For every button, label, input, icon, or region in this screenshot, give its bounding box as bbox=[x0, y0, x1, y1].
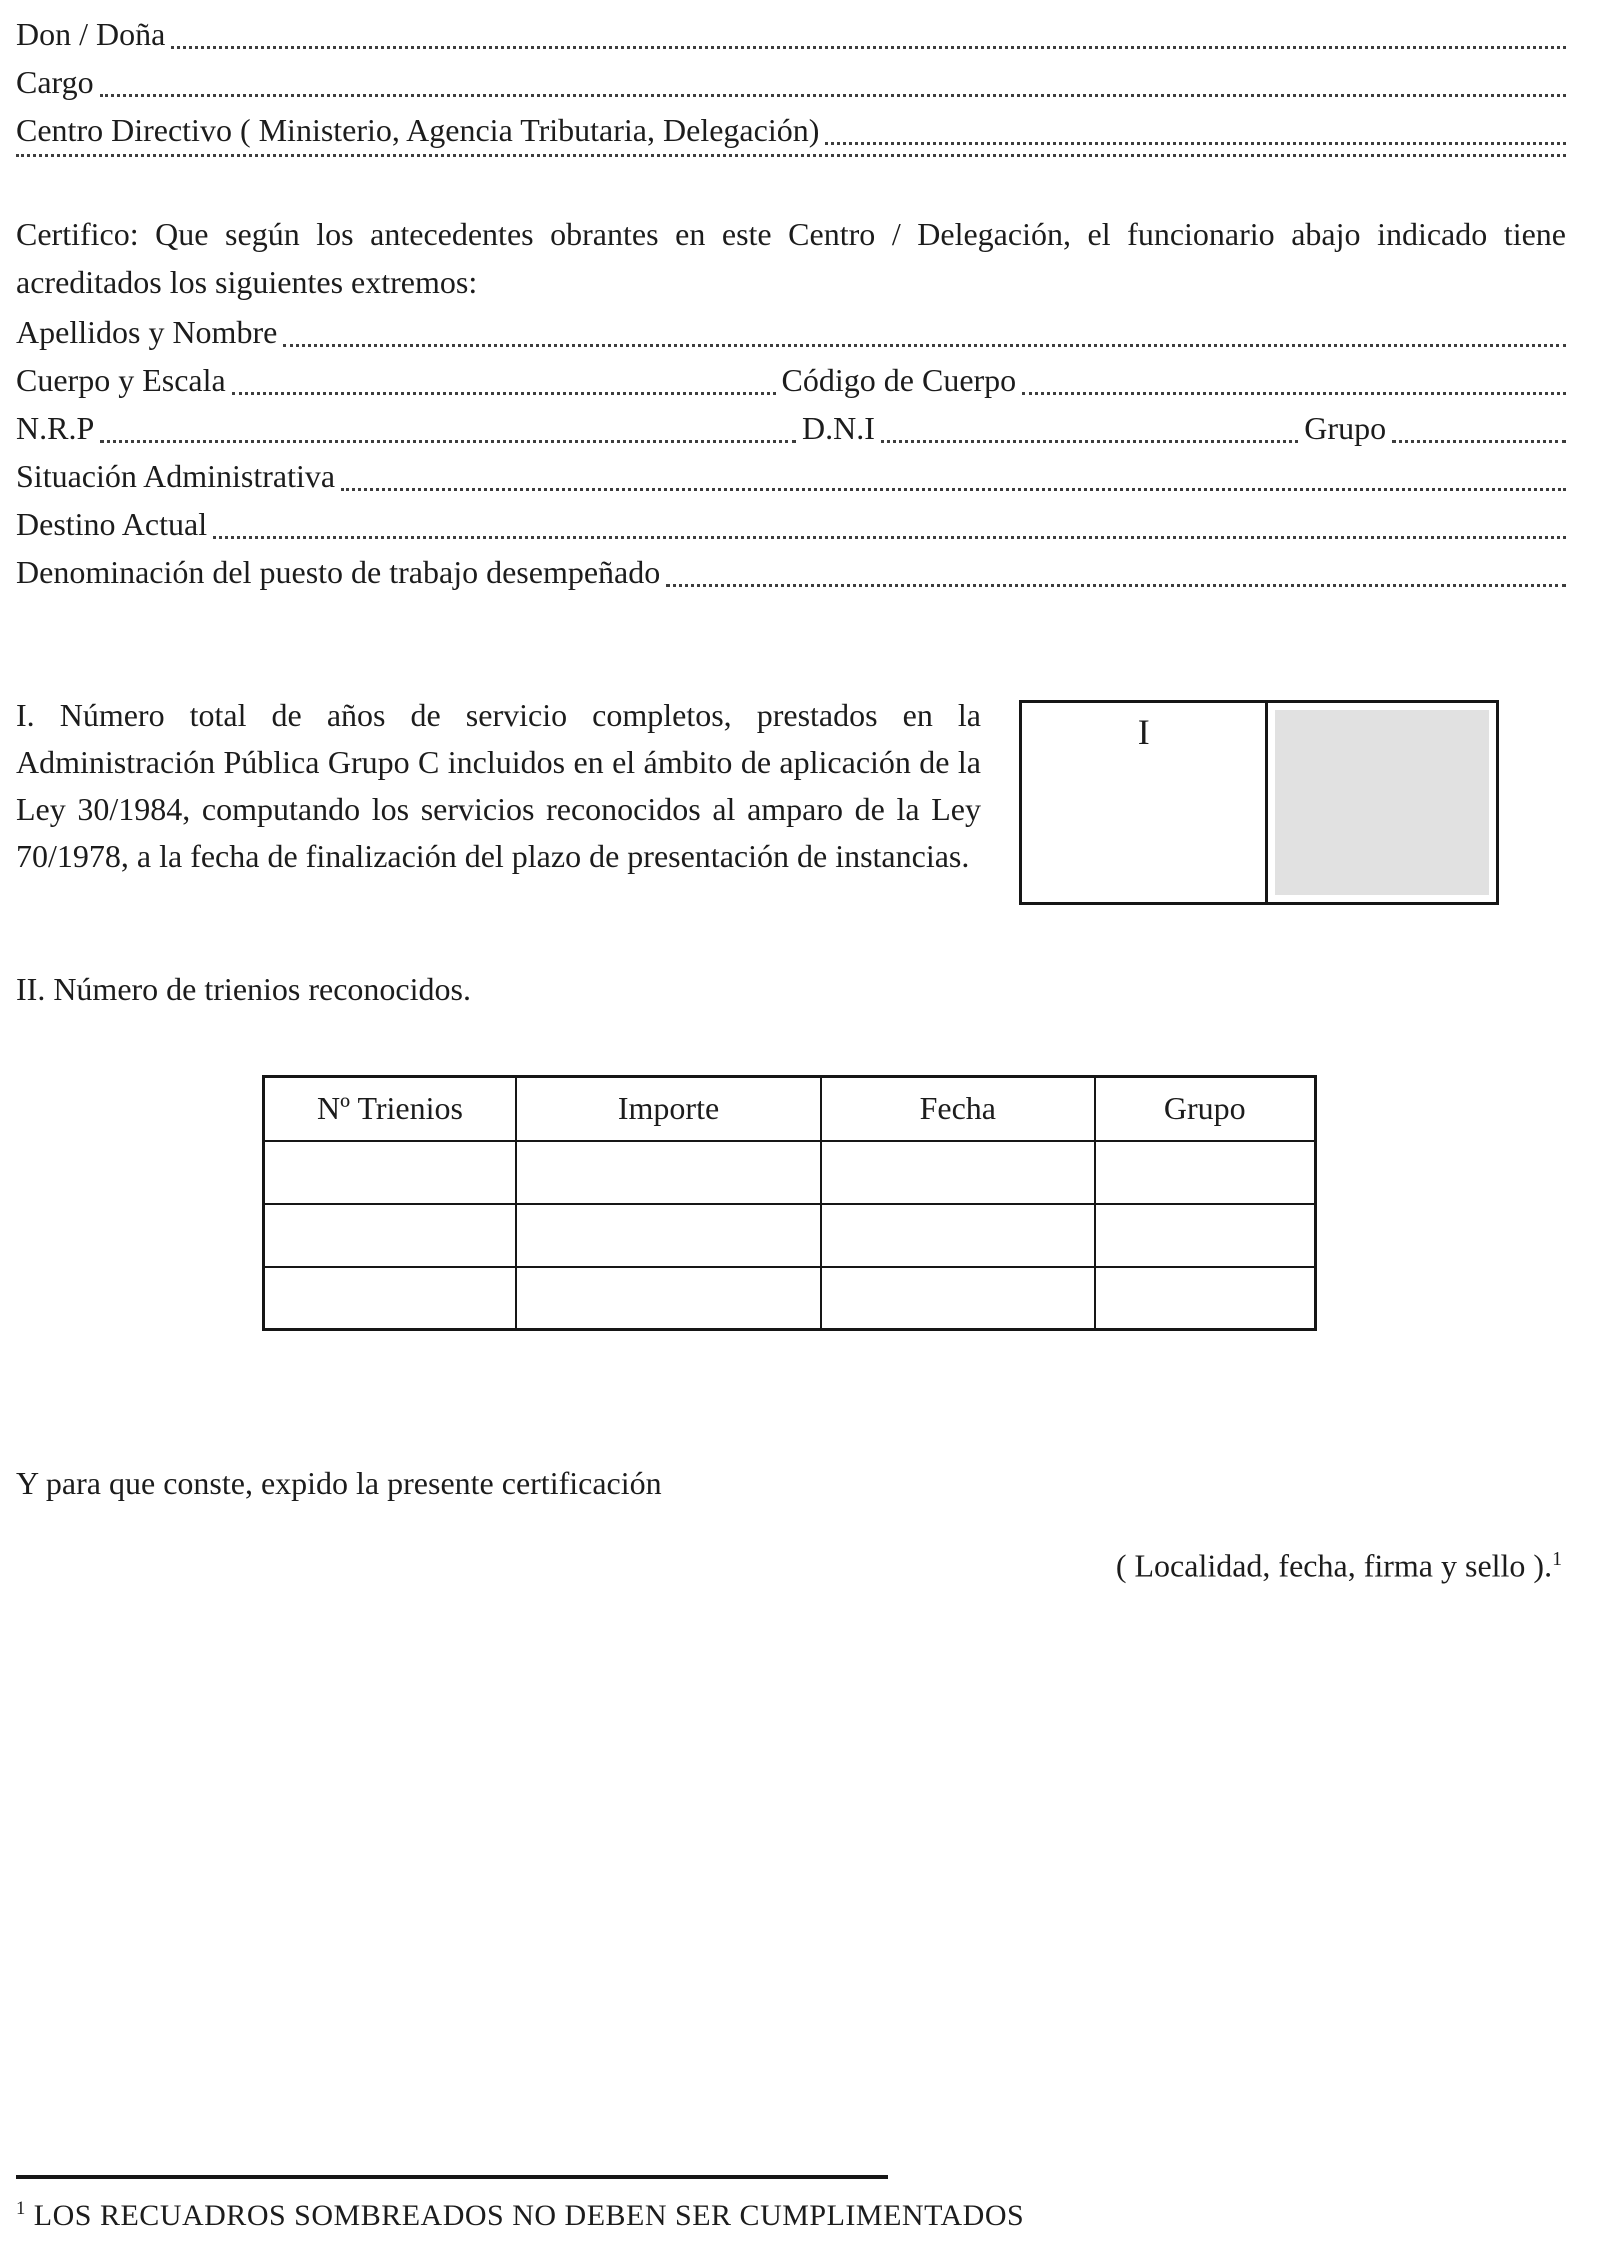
dotted-line bbox=[16, 154, 1566, 157]
table-cell bbox=[264, 1267, 516, 1330]
field-label: D.N.I bbox=[801, 410, 875, 446]
dotted-line bbox=[825, 142, 1566, 145]
field-label: Denominación del puesto de trabajo desempeñado bbox=[16, 554, 661, 590]
signature-line bbox=[16, 1535, 1566, 1590]
table-cell bbox=[516, 1204, 821, 1267]
field-label: Grupo bbox=[1304, 410, 1387, 446]
field-label: Destino Actual bbox=[16, 506, 208, 542]
trienios-table bbox=[262, 1075, 1317, 1331]
table-header-fecha: Fecha bbox=[821, 1077, 1095, 1141]
field-row-centro-directivo bbox=[16, 106, 1566, 154]
table-header-grupo: Grupo bbox=[1095, 1077, 1316, 1141]
box-label-I: I bbox=[1137, 712, 1150, 752]
trienios-table-wrap bbox=[16, 1075, 1566, 1331]
table-cell bbox=[821, 1204, 1095, 1267]
table-header-importe: Importe bbox=[516, 1077, 821, 1141]
table-cell bbox=[1095, 1204, 1316, 1267]
field-row-situacion bbox=[16, 452, 1566, 500]
field-label: Código de Cuerpo bbox=[781, 362, 1017, 398]
dotted-line bbox=[100, 440, 796, 443]
footnote-text bbox=[16, 2189, 1566, 2236]
field-label: Cuerpo y Escala bbox=[16, 362, 226, 398]
section-1-text: I. Número total de años de servicio completos, prestados en la Administración Pública Grupo C incluidos en el ámbito de aplicación de la Ley 30/1984, computando los servicios reconocidos al amparo de la Ley 70/1978, a la fecha de finalización del plazo de presentación de instancias. bbox=[16, 697, 981, 874]
section-2-title: II. Número de trienios reconocidos. bbox=[16, 971, 471, 1007]
field-label: Centro Directivo ( Ministerio, Agencia Tributaria, Delegación) bbox=[16, 112, 820, 148]
field-row-apellidos bbox=[16, 308, 1566, 356]
closing-statement: Y para que conste, expido la presente certificación bbox=[16, 1465, 662, 1501]
field-label: Cargo bbox=[16, 64, 94, 100]
dotted-line bbox=[341, 488, 1566, 491]
field-row-continuation bbox=[16, 154, 1566, 166]
header-fields-block bbox=[16, 10, 1566, 166]
shaded-area bbox=[1275, 710, 1489, 895]
table-cell bbox=[821, 1141, 1095, 1204]
section-1 bbox=[16, 692, 1566, 905]
dotted-line bbox=[1022, 392, 1566, 395]
table-cell bbox=[1095, 1141, 1316, 1204]
table-cell bbox=[821, 1267, 1095, 1330]
footnote-reference: 1 bbox=[1552, 1548, 1562, 1570]
box-shaded-cell bbox=[1268, 703, 1496, 902]
footnote-body: LOS RECUADROS SOMBREADOS NO DEBEN SER CUMPLIMENTADOS bbox=[25, 2199, 1025, 2232]
footnote-divider bbox=[16, 2175, 888, 2179]
field-row-cargo bbox=[16, 58, 1566, 106]
dotted-line bbox=[232, 392, 776, 395]
table-cell bbox=[516, 1141, 821, 1204]
table-row bbox=[264, 1141, 1316, 1204]
table-cell bbox=[516, 1267, 821, 1330]
dotted-line bbox=[100, 94, 1566, 97]
field-row-cuerpo-codigo bbox=[16, 356, 1566, 404]
table-cell bbox=[264, 1141, 516, 1204]
certification-intro: Certifico: Que según los antecedentes obrantes en este Centro / Delegación, el funcionario abajo indicado tiene acreditados los siguientes extremos: bbox=[16, 216, 1566, 300]
field-label: Situación Administrativa bbox=[16, 458, 336, 494]
section-1-answer-box bbox=[1019, 700, 1499, 905]
footnote-marker: 1 bbox=[16, 2198, 26, 2219]
employee-fields-block bbox=[16, 308, 1566, 596]
table-cell bbox=[264, 1204, 516, 1267]
field-row-nrp-dni-grupo bbox=[16, 404, 1566, 452]
dotted-line bbox=[666, 584, 1566, 587]
field-row-don-dona bbox=[16, 10, 1566, 58]
field-label: Apellidos y Nombre bbox=[16, 314, 278, 350]
field-label: N.R.P bbox=[16, 410, 95, 446]
dotted-line bbox=[213, 536, 1566, 539]
dotted-line bbox=[1392, 440, 1566, 443]
dotted-line bbox=[881, 440, 1298, 443]
dotted-line bbox=[283, 344, 1566, 347]
dotted-line bbox=[171, 46, 1566, 49]
field-label: Don / Doña bbox=[16, 16, 166, 52]
table-header-trienios: Nº Trienios bbox=[264, 1077, 516, 1141]
signature-line-text: ( Localidad, fecha, firma y sello ). bbox=[1115, 1547, 1553, 1584]
table-cell bbox=[1095, 1267, 1316, 1330]
table-row bbox=[264, 1204, 1316, 1267]
field-row-denominacion bbox=[16, 548, 1566, 596]
footnote-block bbox=[16, 2175, 1566, 2236]
field-row-destino bbox=[16, 500, 1566, 548]
box-label-cell bbox=[1022, 703, 1268, 902]
table-header-row bbox=[264, 1077, 1316, 1141]
table-row bbox=[264, 1267, 1316, 1330]
